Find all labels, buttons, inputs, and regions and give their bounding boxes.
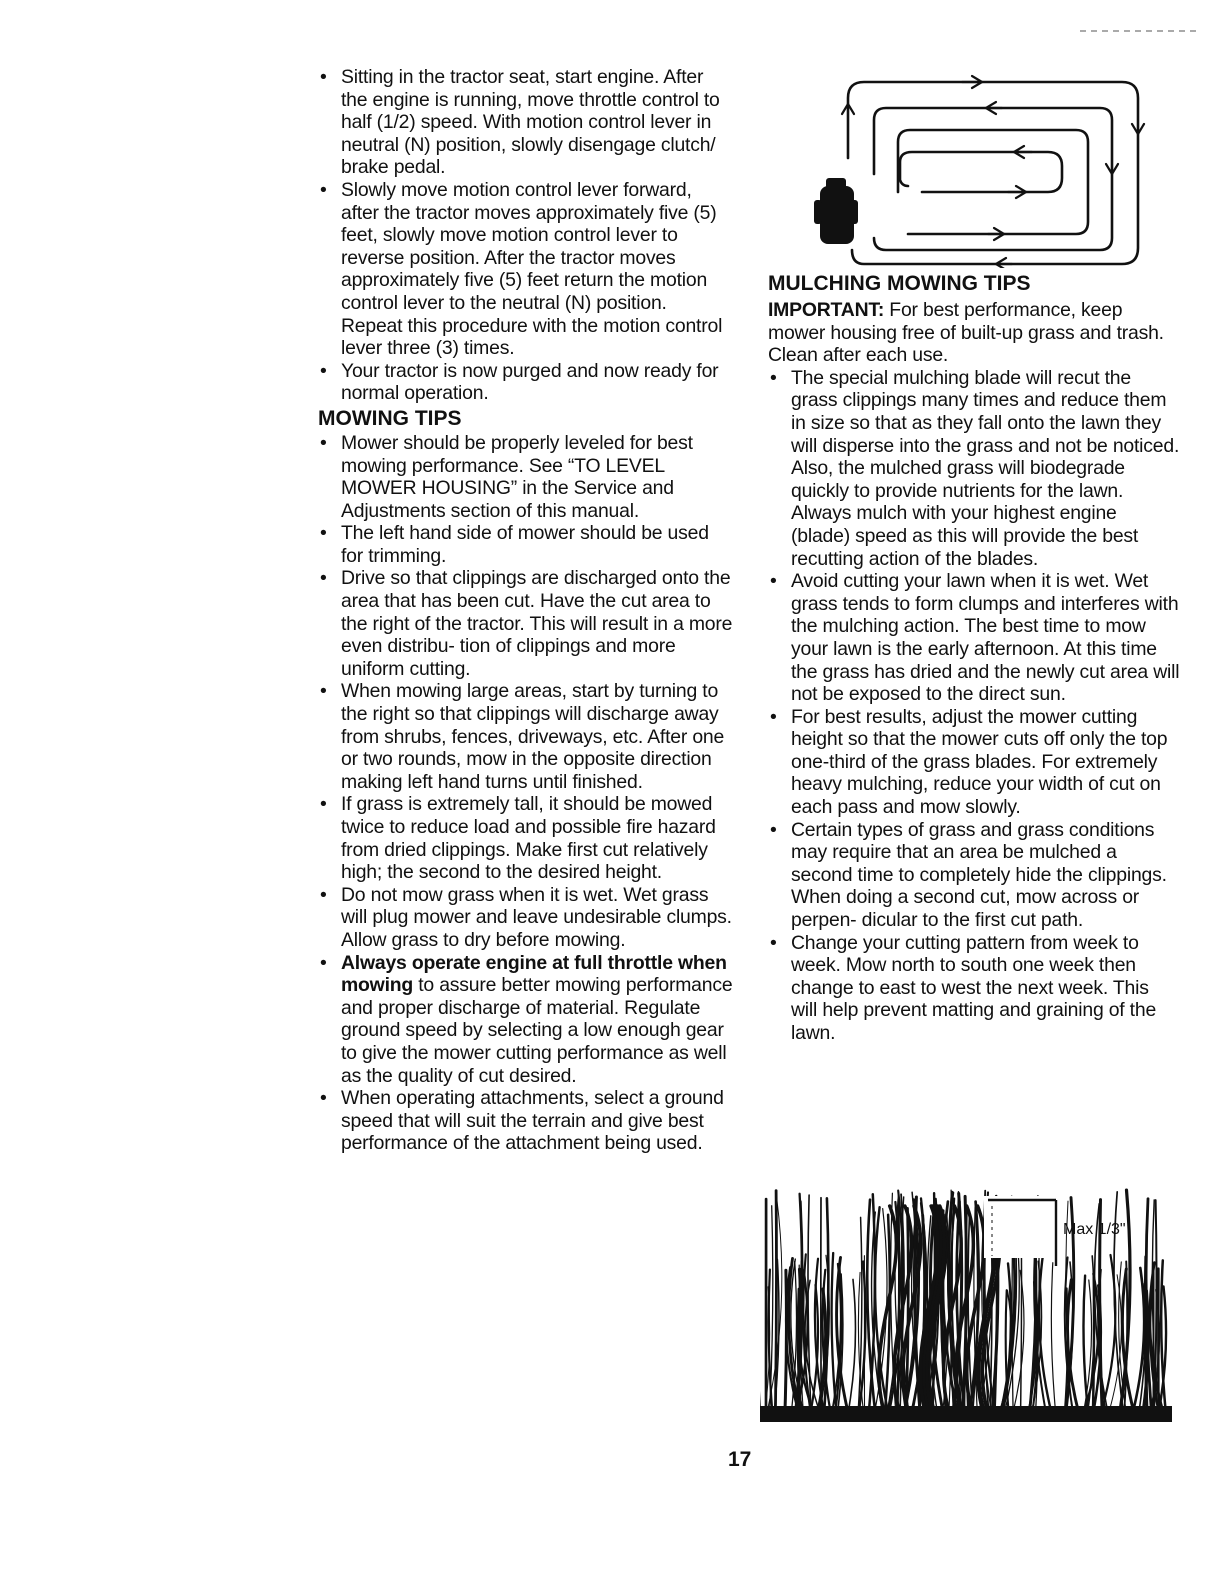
- list-item: • The special mulching blade will recut the grass clippings many times and reduce them in size so that as they fall onto the lawn they will disperse into the grass and not be noticed. Also, the mulched grass will biodegrade quickly to provide nutrients for the lawn. Always mulch with your highest engine (blade) speed as this will provide the best recutting action of the blades.: [768, 367, 1180, 570]
- mowing-tips-list: [318, 432, 733, 1155]
- tractor-icon: [814, 178, 858, 244]
- list-item: • Your tractor is now purged and now ready for normal operation.: [318, 360, 733, 405]
- list-item: • When operating attachments, select a ground speed that will suit the terrain and give best performance of the attachment being used.: [318, 1087, 733, 1155]
- important-label: IMPORTANT:: [768, 299, 885, 321]
- list-item: • Mower should be properly leveled for best mowing performance. See “TO LEVEL MOWER HOUSING” in the Service and Adjustments section of this manual.: [318, 432, 733, 522]
- grass-cut-height-illustration: [760, 1186, 1172, 1422]
- list-item: • Do not mow grass when it is wet. Wet grass will plug mower and leave undesirable clumps. Allow grass to dry before mowing.: [318, 884, 733, 952]
- list-item: • Change your cutting pattern from week to week. Mow north to south one week then change to east to west the next week. This will help prevent matting and graining of the lawn.: [768, 932, 1180, 1045]
- page-number: 17: [728, 1448, 752, 1471]
- throttle-list-item: [318, 952, 733, 1088]
- list-item: • Sitting in the tractor seat, start engine. After the engine is running, move throttle control to half (1/2) speed. With motion control lever in neutral (N) position, slowly disengage clutch/ brake pedal.: [318, 66, 733, 179]
- scan-mark: [1080, 30, 1200, 32]
- list-item: • If grass is extremely tall, it should be mowed twice to reduce load and possible fire hazard from dried clippings. Make first cut relatively high; the second to the desired height.: [318, 793, 733, 883]
- max-cut-label: Max 1/3": [1063, 1221, 1126, 1238]
- important-note: [768, 299, 1180, 367]
- mulching-tips-list: [768, 367, 1180, 1045]
- left-column: [318, 66, 733, 1155]
- important-text: For best performance, keep mower housing free of built-up grass and trash. Clean after each use.: [768, 299, 1164, 367]
- mowing-tips-heading: MOWING TIPS: [318, 406, 462, 430]
- mulching-tips-heading: MULCHING MOWING TIPS: [768, 272, 1031, 295]
- throttle-warning: Always operate engine at full throttle when mowing: [341, 951, 727, 997]
- list-item: • The left hand side of mower should be used for trimming.: [318, 522, 733, 567]
- mowing-pattern-diagram: [812, 74, 1174, 268]
- list-item: • When mowing large areas, start by turning to the right so that clippings will discharge away from shrubs, fences, driveways, etc. After one or two rounds, mow in the opposite direction making left hand turns until finished.: [318, 680, 733, 793]
- list-item: • For best results, adjust the mower cutting height so that the mower cuts off only the top one-third of the grass blades. For extremely heavy mulching, reduce your width of cut on each pass and mow slowly.: [768, 706, 1180, 819]
- list-item: • Certain types of grass and grass conditions may require that an area be mulched a second time to completely hide the clippings. When doing a second cut, mow across or perpen- dicular to the first cut path.: [768, 819, 1180, 932]
- list-item: • Avoid cutting your lawn when it is wet. Wet grass tends to form clumps and interferes with the mulching action. The best time to mow your lawn is the early afternoon. At this time the grass has dried and the newly cut area will not be exposed to the direct sun.: [768, 570, 1180, 706]
- throttle-text: to assure better mowing performance and proper discharge of material. Regulate ground speed by selecting a low enough gear to give the mower cutting performance as well as the quality of cut desired.: [341, 974, 733, 1087]
- list-item: • Drive so that clippings are discharged onto the area that has been cut. Have the cut area to the right of the tractor. This will result in a more even distribu- tion of clippings and more uniform cutting.: [318, 567, 733, 680]
- right-column: [768, 270, 1180, 1045]
- purge-steps-list: [318, 66, 733, 405]
- list-item: • Slowly move motion control lever forward, after the tractor moves approximately five (5) feet, slowly move motion control lever to reverse position. After the tractor moves approximately five (5) feet return the motion control lever to the neutral (N) position. Repeat this procedure with the motion control lever three (3) times.: [318, 179, 733, 360]
